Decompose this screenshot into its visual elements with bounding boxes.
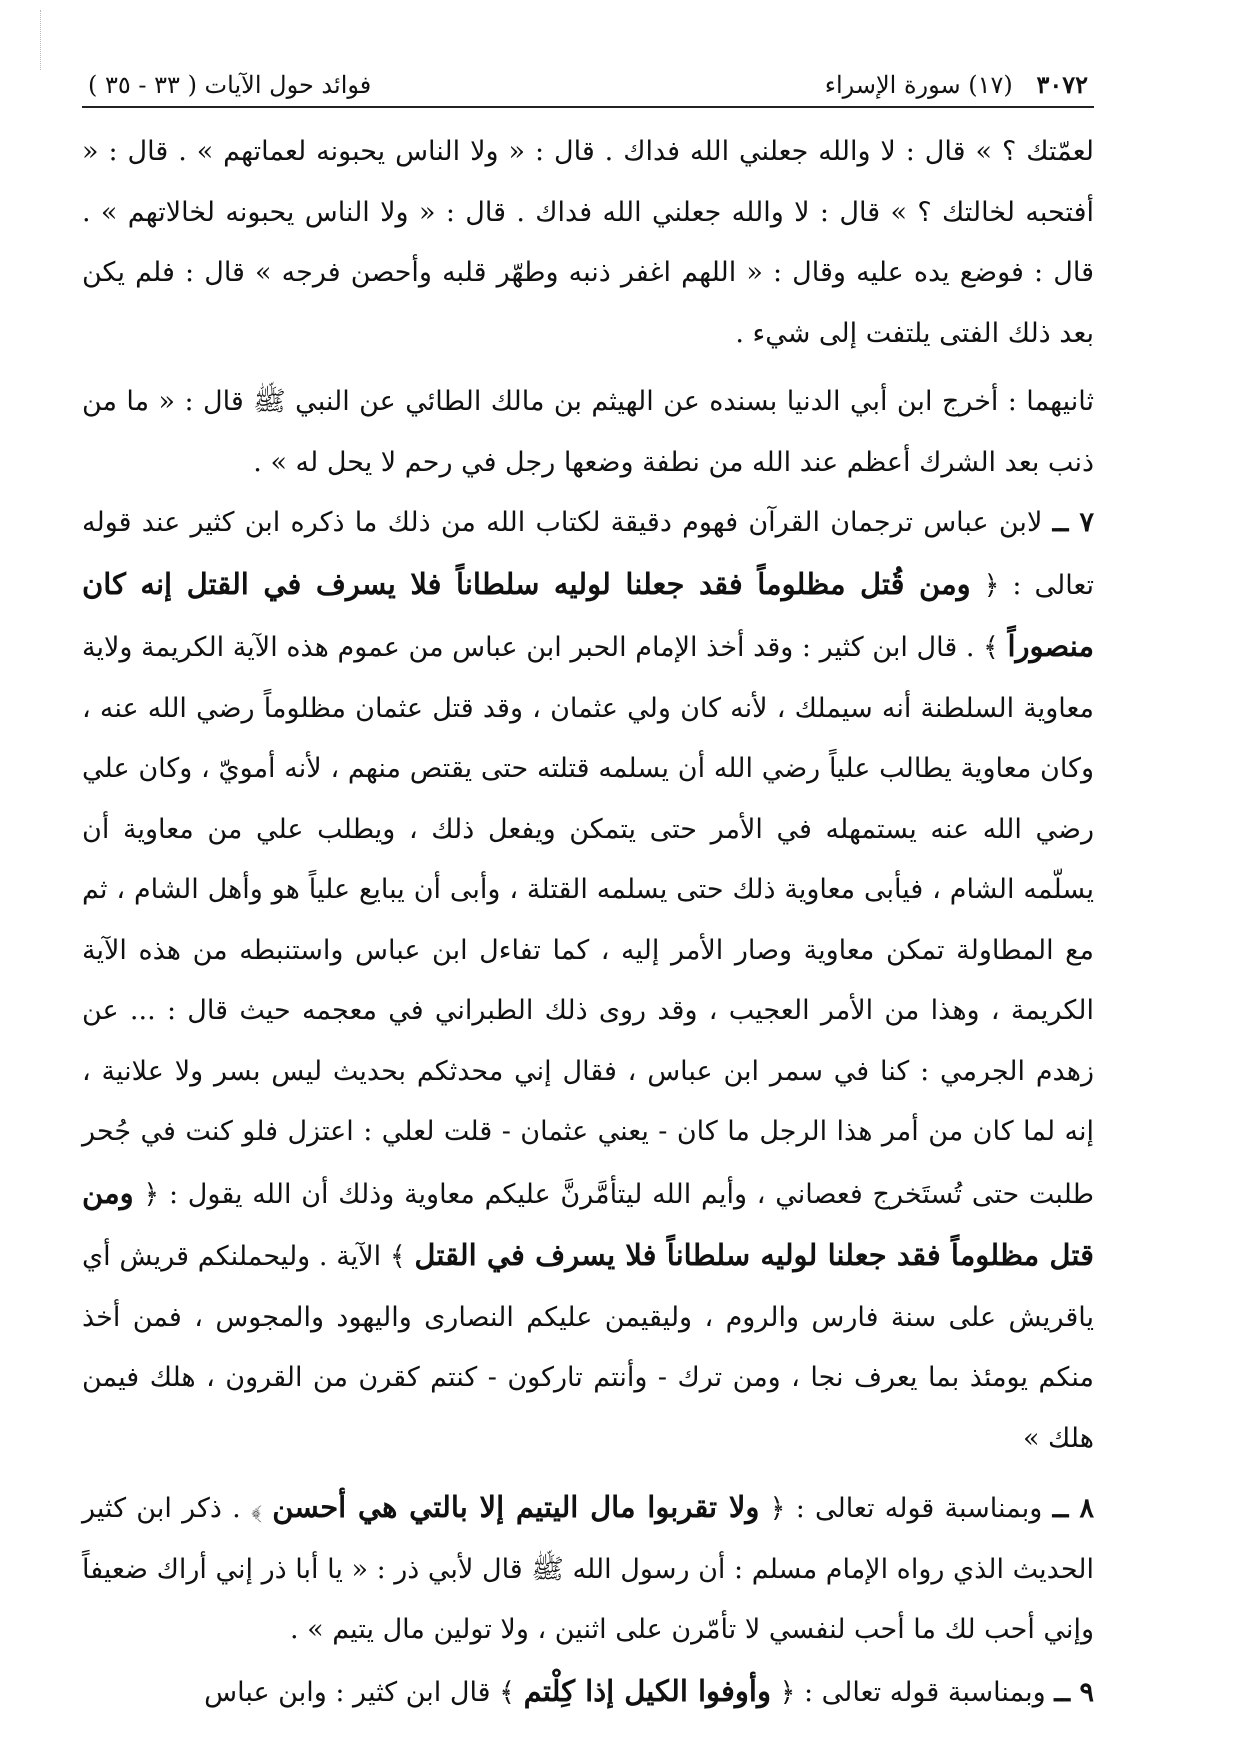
scan-margin-mark — [40, 10, 43, 70]
quran-verse: ومن قُتل مظلوماً فقد جعلنا لوليه سلطاناً فلا يسرف في القتل إنه كان منصوراً — [82, 566, 1094, 663]
item-number: ٧ ــ — [1052, 507, 1094, 538]
page-number: ٣٠٧٢ — [1036, 70, 1088, 99]
paragraph-text: ﴾ . قال ابن كثير : وقد أخذ الإمام الحبر ابن عباس من عموم هذه الآية الكريمة ولاية معاوية السلطنة أنه سيملك ، لأنه كان ولي عثمان ، وقد قتل عثمان مظلوماً رضي الله عنه ، وكان معاوية يطالب علياً رضي الله أن يسلمه قتلته حتى يقتص منهم ، لأنه أمويّ ، وكان علي رضي الله عنه يستمهله في الأمر حتى يتمكن ويفعل ذلك ، ويطلب علي من معاوية أن يسلّمه الشام ، فيأبى معاوية ذلك حتى يسلمه القتلة ، وأبى أن يبايع علياً هو وأهل الشام ، ثم مع المطاولة تمكن معاوية وصار الأمر إليه ، كما تفاءل ابن عباس واستنبطه من هذه الآية الكريمة ، وهذا من الأمر العجيب ، وقد روى ذلك الطبراني في معجمه حيث قال : ... عن زهدم الجرمي : كنا في سمر ابن عباس ، فقال إني محدثكم بحديث ليس بسر ولا علانية ، إنه لما كان من أمر هذا الرجل ما كان - يعني عثمان - قلت لعلي : اعتزل فلو كنت في جُحر طلبت حتى تُستَخرج فعصاني ، وأيم الله ليتأمَّرنَّ عليكم معاوية وذلك أن الله يقول : ﴿ — [82, 632, 1095, 1210]
paragraph-item-8 — [82, 1477, 1094, 1661]
paragraph-item-7 — [82, 493, 1094, 1469]
paragraph-second-narration — [82, 372, 1094, 493]
item-number: ٨ ــ — [1052, 1493, 1094, 1524]
running-header — [82, 64, 1094, 108]
header-right — [825, 64, 1088, 106]
paragraph-text: ثانيهما : أخرج ابن أبي الدنيا بسنده عن الهيثم بن مالك الطائي عن النبي ﷺ قال : « ما من ذنب بعد الشرك أعظم عند الله من نطفة وضعها رجل في رحم لا يحل له » . — [82, 386, 1094, 478]
paragraph-text: ﴾ . ذكر ابن كثير الحديث الذي رواه الإمام مسلم : أن رسول الله ﷺ قال لأبي ذر : « يا أبا ذر إني أراك ضعيفاً وإني أحب لك ما أحب لنفسي لا تأمّرن على اثنين ، ولا تولين مال يتيم » . — [82, 1493, 1094, 1645]
paragraph-item-9 — [82, 1661, 1094, 1724]
page-body — [82, 108, 1094, 1723]
surah-title: (١٧) سورة الإسراء — [824, 71, 1013, 99]
paragraph-text: لابن عباس ترجمان القرآن فهوم دقيقة لكتاب الله من ذلك ما ذكره ابن كثير عند قوله تعالى : ﴿ — [82, 507, 1094, 601]
book-page — [82, 64, 1095, 1708]
paragraph-text: وبمناسبة قوله تعالى : ﴿ — [779, 1676, 1046, 1708]
quran-verse: ولا تقربوا مال اليتيم إلا بالتي هي أحسن — [272, 1490, 760, 1524]
paragraph-text: ﴾ الآية . وليحملنكم قريش أي ياقريش على سنة فارس والروم ، وليقيمن عليكم النصارى واليهود والمجوس ، فمن أخذ منكم يومئذ بما يعرف نجا ، ومن ترك - وأنتم تاركون - كنتم كقرن من القرون ، هلك فيمن هلك » — [82, 1241, 1094, 1454]
paragraph-text: لعمّتك ؟ » قال : لا والله جعلني الله فداك . قال : « ولا الناس يحبونه لعماتهم » . قال : « أفتحبه لخالتك ؟ » قال : لا والله جعلني الله فداك . قال : « ولا الناس يحبونه لخالاتهم » . قال : فوضع يده عليه وقال : « اللهم اغفر ذنبه وطهّر قلبه وأحصن فرجه » قال : فلم يكن بعد ذلك الفتى يلتفت إلى شيء . — [82, 136, 1094, 349]
paragraph-continuation — [82, 122, 1094, 364]
quran-verse: ومن قتل مظلوماً فقد جعلنا لوليه سلطاناً فلا يسرف في القتل — [82, 1175, 1094, 1272]
section-title: فوائد حول الآيات ( ٣٣ - ٣٥ ) — [88, 71, 372, 99]
quran-verse: وأوفوا الكيل إذا كِلْتم — [523, 1673, 771, 1708]
item-number: ٩ ــ — [1054, 1676, 1094, 1708]
paragraph-text: وبمناسبة قوله تعالى : ﴿ — [769, 1493, 1043, 1524]
paragraph-text: ﴾ قال ابن كثير : وابن عباس — [204, 1676, 515, 1708]
